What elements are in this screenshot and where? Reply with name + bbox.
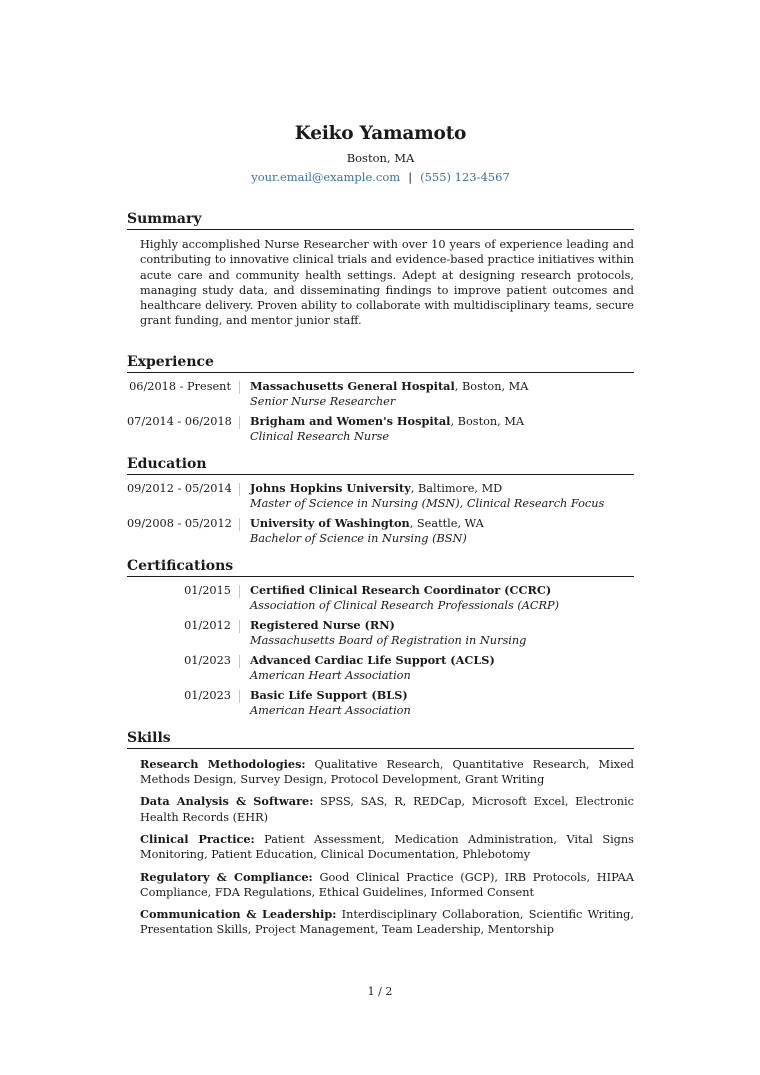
skill-category: Communication & Leadership: [140, 907, 337, 922]
entry-degree: Bachelor of Science in Nursing (BSN) [250, 531, 467, 545]
skill-group [140, 907, 634, 938]
certification-issuer: American Heart Association [250, 703, 411, 717]
entry-place: , Boston, MA [450, 414, 525, 428]
phone-link[interactable]: (555) 123-4567 [420, 170, 510, 184]
summary-section [127, 211, 634, 329]
entry-date: 01/2015 [184, 583, 231, 597]
entry-organization: Johns Hopkins University [250, 480, 411, 495]
entry-organization: Massachusetts General Hospital [250, 378, 455, 393]
summary-text: Highly accomplished Nurse Researcher with over 10 years of experience leading and contributing to innovative clinical trials and evidence-based practice initiatives within acute care and community health settings. Adept at designing research protocols, managing study data, and disseminating findings to improve patient outcomes and healthcare delivery. Proven ability to collaborate with multidisciplinary teams, secure grant funding, and mentor junior staff. [140, 238, 634, 328]
contact-separator: | [408, 170, 413, 184]
entry-organization: Brigham and Women's Hospital [250, 413, 451, 428]
skills-list [140, 757, 634, 938]
skill-category: Data Analysis & Software: [140, 794, 314, 809]
entry-date: 01/2012 [184, 618, 231, 632]
entry-divider [239, 620, 240, 633]
skill-category: Clinical Practice: [140, 831, 255, 846]
skill-values: Interdisciplinary Collaboration, Scientific Writing, Presentation Skills, Project Management, Team Leadership, Mentorship [140, 908, 634, 937]
entry-role: Clinical Research Nurse [250, 429, 390, 443]
skill-category: Research Methodologies: [140, 756, 306, 771]
experience-entry [127, 379, 634, 409]
entry-divider [239, 690, 240, 703]
email-link[interactable]: your.email@example.com [251, 170, 401, 184]
education-heading: Education [127, 456, 634, 475]
entry-degree: Master of Science in Nursing (MSN), Clinical Research Focus [250, 496, 605, 510]
skills-section [127, 730, 634, 938]
entry-date: 09/2012 - 05/2014 [127, 481, 232, 495]
certification-entry [127, 618, 634, 648]
skill-category: Regulatory & Compliance: [140, 869, 313, 884]
experience-entry [127, 414, 634, 444]
certification-name: Advanced Cardiac Life Support (ACLS) [250, 652, 495, 667]
entry-date: 07/2014 - 06/2018 [127, 414, 232, 428]
certification-issuer: Massachusetts Board of Registration in Nursing [250, 633, 527, 647]
certification-name: Basic Life Support (BLS) [250, 687, 408, 702]
entry-divider [239, 483, 240, 496]
summary-heading: Summary [127, 211, 634, 230]
candidate-name: Keiko Yamamoto [294, 123, 467, 144]
resume-page [127, 124, 634, 945]
contact-line [127, 171, 634, 184]
certification-name: Certified Clinical Research Coordinator (CCRC) [250, 582, 552, 597]
entry-place: , Seattle, WA [409, 516, 484, 530]
certification-entry [127, 583, 634, 613]
skill-values: Good Clinical Practice (GCP), IRB Protocols, HIPAA Compliance, FDA Regulations, Ethical Guidelines, Informed Consent [140, 870, 634, 899]
certification-issuer: Association of Clinical Research Professionals (ACRP) [250, 598, 560, 612]
skill-values: SPSS, SAS, R, REDCap, Microsoft Excel, Electronic Health Records (EHR) [140, 795, 634, 824]
skill-values: Patient Assessment, Medication Administration, Vital Signs Monitoring, Patient Education, Clinical Documentation, Phlebotomy [140, 832, 634, 862]
certification-issuer: American Heart Association [250, 668, 411, 682]
entry-date: 01/2023 [184, 688, 231, 702]
certifications-list [127, 583, 634, 718]
candidate-location: Boston, MA [346, 151, 415, 165]
certification-entry [127, 653, 634, 683]
entry-place: , Baltimore, MD [410, 481, 503, 495]
skill-group [140, 832, 634, 863]
education-list [127, 481, 634, 546]
entry-divider [239, 655, 240, 668]
certifications-heading: Certifications [127, 558, 634, 577]
experience-list [127, 379, 634, 444]
certifications-section [127, 558, 634, 718]
entry-organization: University of Washington [250, 515, 410, 530]
skills-heading: Skills [127, 730, 634, 749]
entry-date: 01/2023 [184, 653, 231, 667]
education-entry [127, 481, 634, 511]
certification-entry [127, 688, 634, 718]
entry-divider [239, 518, 240, 531]
entry-place: , Boston, MA [454, 379, 529, 393]
skill-group [140, 794, 634, 825]
education-section [127, 456, 634, 546]
entry-date: 09/2008 - 05/2012 [127, 516, 232, 530]
certification-name: Registered Nurse (RN) [250, 617, 395, 632]
entry-divider [239, 585, 240, 598]
entry-role: Senior Nurse Researcher [250, 394, 396, 408]
experience-heading: Experience [127, 354, 634, 373]
education-entry [127, 516, 634, 546]
skill-values: Qualitative Research, Quantitative Research, Mixed Methods Design, Survey Design, Protocol Development, Grant Writing [140, 757, 634, 787]
entry-divider [239, 416, 240, 429]
experience-section [127, 354, 634, 444]
entry-date: 06/2018 - Present [129, 379, 231, 393]
skill-group [140, 757, 634, 788]
resume-header [127, 124, 634, 184]
page-indicator: 1 / 2 [367, 985, 393, 998]
entry-divider [239, 381, 240, 394]
skill-group [140, 870, 634, 901]
